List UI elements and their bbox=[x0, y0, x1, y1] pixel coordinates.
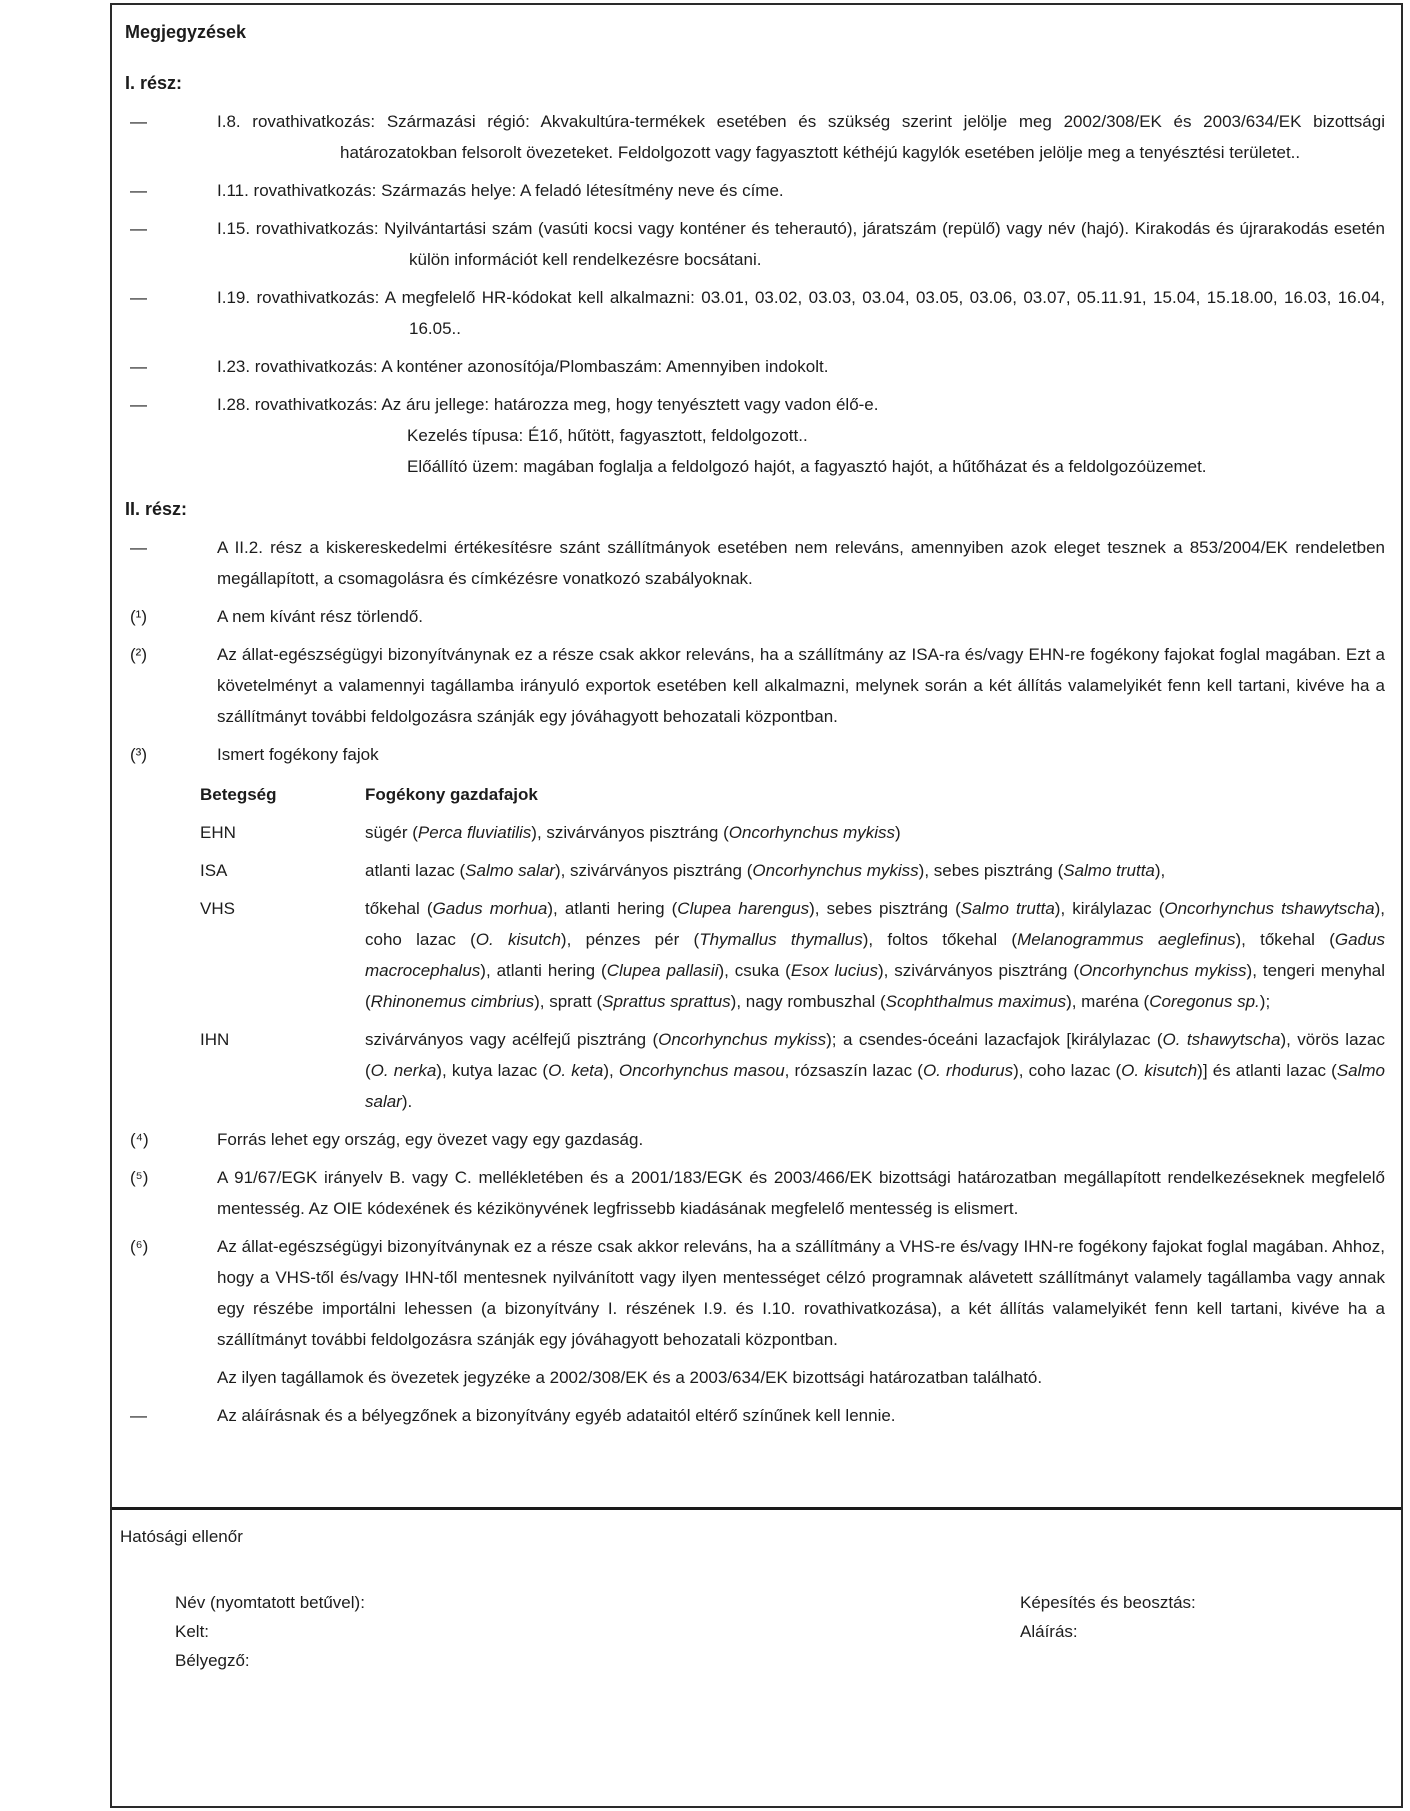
footnote-text: A nem kívánt rész törlendő. bbox=[217, 607, 423, 626]
footnote-text: Forrás lehet egy ország, egy övezet vagy egy gazdaság. bbox=[217, 1130, 644, 1149]
disease-cell: ISA bbox=[200, 861, 228, 880]
signature-label: Aláírás: bbox=[1020, 1622, 1078, 1641]
footnote-marker: (³) bbox=[130, 745, 147, 764]
footnote-marker: (²) bbox=[130, 645, 147, 664]
note-text: A II.2. rész a kiskereskedelmi értékesítésre szánt szállítmányok esetében nem releváns, amennyiben azok eleget tesznek a 853/2004/EK rendeletben megállapított, a csomagolásra és címkézésre vonatkozó szabályoknak. bbox=[217, 538, 1385, 588]
table-row bbox=[200, 1024, 1385, 1117]
hosts-cell: tőkehal (Gadus morhua), atlanti hering (Clupea harengus), sebes pisztráng (Salmo trutta), királylazac (Oncorhynchus tshawytscha), coho lazac (O. kisutch), pénzes pér (Thymallus thymallus), foltos tőkehal (Melanogrammus aeglefinus), tőkehal (Gadus macrocephalus), atlanti hering (Clupea pallasii), csuka (Esox lucius), szivárványos pisztráng (Oncorhynchus mykiss), tengeri menyhal (Rhinonemus cimbrius), spratt (Sprattus sprattus), nagy rombuszhal (Scophthalmus maximus), maréna (Coregonus sp.); bbox=[365, 899, 1386, 1011]
disease-cell: IHN bbox=[200, 1030, 230, 1049]
empty-cell bbox=[1020, 1646, 1385, 1675]
footnote-text: Ismert fogékony fajok bbox=[217, 745, 379, 764]
note-item bbox=[122, 351, 1385, 382]
note-text: I.8. rovathivatkozás: Származási régió: Akvakultúra-termékek esetében és szükség szerint jelölje meg 2002/308/EK és 2003/634/EK bizottsági határozatokban felsorolt övezeteket. Feldolgozott vagy fagyasztott kéthéjú kagylók esetében jelölje meg a tenyésztési területet.. bbox=[217, 112, 1385, 162]
qualification-label: Képesítés és beosztás: bbox=[1020, 1593, 1196, 1612]
note-marker: — bbox=[130, 181, 147, 200]
note-item bbox=[122, 1400, 1385, 1431]
note-item bbox=[122, 282, 1385, 344]
footnote-item bbox=[122, 739, 1385, 770]
note-marker: — bbox=[130, 112, 147, 131]
footnote-marker: (⁴) bbox=[130, 1130, 149, 1149]
footnote-item bbox=[122, 1124, 1385, 1155]
note-marker: — bbox=[130, 1406, 147, 1425]
note-text: I.11. rovathivatkozás: Származás helye: A feladó létesítmény neve és címe. bbox=[217, 181, 784, 200]
part1-heading: I. rész: bbox=[125, 73, 183, 93]
note-item bbox=[122, 175, 1385, 206]
note-text: I.15. rovathivatkozás: Nyilvántartási szám (vasúti kocsi vagy konténer és teherautó), járatszám (repülő) vagy név (hajó). Kirakodás és újrarakodás esetén külön információt kell rendelkezésre bocsátani. bbox=[217, 219, 1385, 269]
footnote-item bbox=[122, 1231, 1385, 1355]
footnote-marker: (⁵) bbox=[130, 1168, 149, 1187]
table-row bbox=[200, 855, 1385, 886]
note-text: Az aláírásnak és a bélyegzőnek a bizonyítvány egyéb adataitól eltérő színűnek kell lennie. bbox=[217, 1406, 896, 1425]
footnote-text: Az állat-egészségügyi bizonyítványnak ez a része csak akkor releváns, ha a szállítmány az ISA-ra és/vagy EHN-re fogékony fajokat foglal magában. Ezt a követelményt a valamennyi tagállamba irányuló exportok esetében kell alkalmazni, melynek során a két állítás valamelyikét fenn kell tartani, kivéve ha a szállítmányt további feldolgozásra szánják egy jóváhagyott behozatali központban. bbox=[217, 645, 1385, 726]
officer-section-heading: Hatósági ellenőr bbox=[120, 1527, 243, 1546]
name-label: Név (nyomtatott betűvel): bbox=[175, 1593, 365, 1612]
table-row bbox=[200, 893, 1385, 1017]
footnote-marker: (¹) bbox=[130, 607, 147, 626]
footnote-extra-paragraph: Az ilyen tagállamok és övezetek jegyzéke a 2002/308/EK és a 2003/634/EK bizottsági határozatban található. bbox=[217, 1368, 1043, 1387]
notes-section bbox=[112, 5, 1401, 1507]
disease-table bbox=[200, 779, 1385, 1117]
footnote-text: Az állat-egészségügyi bizonyítványnak ez a része csak akkor releváns, ha a szállítmány a VHS-re és/vagy IHN-re fogékony fajokat foglal magában. Ahhoz, hogy a VHS-től és/vagy IHN-től mentesnek nyilvánított vagy ilyen mentességet célzó programnak alávetett szállítmányt valamely tagállamba vagy annak egy részébe importálni lehessen (a bizonyítvány I. részének I.9. és I.10. rovathivatkozása), a két állítás valamelyikét fenn kell tartani, kivéve ha a szállítmányt további feldolgozásra szánják egy jóváhagyott behozatali központban. bbox=[217, 1237, 1385, 1349]
page-title: Megjegyzések bbox=[125, 22, 247, 42]
note-marker: — bbox=[130, 395, 147, 414]
footnote-marker: (⁶) bbox=[130, 1237, 149, 1256]
document-frame bbox=[110, 3, 1403, 1808]
note-subline: Kezelés típusa: É1ő, hűtött, fagyasztott, feldolgozott.. bbox=[407, 426, 808, 445]
disease-cell: VHS bbox=[200, 899, 235, 918]
table-header-hosts: Fogékony gazdafajok bbox=[365, 785, 538, 804]
stamp-label: Bélyegző: bbox=[175, 1651, 250, 1670]
officer-fields bbox=[120, 1588, 1385, 1675]
footnote-item bbox=[122, 1162, 1385, 1224]
note-item bbox=[122, 106, 1385, 168]
hosts-cell: szivárványos vagy acélfejű pisztráng (Oncorhynchus mykiss); a csendes-óceáni lazacfajok [királylazac (O. tshawytscha), vörös lazac (O. nerka), kutya lazac (O. keta), Oncorhynchus masou, rózsaszín lazac (O. rhodurus), coho lazac (O. kisutch)] és atlanti lazac (Salmo salar). bbox=[365, 1030, 1385, 1111]
note-text-main: I.28. rovathivatkozás: Az áru jellege: határozza meg, hogy tenyésztett vagy vadon élő-e. bbox=[217, 395, 879, 414]
disease-cell: EHN bbox=[200, 823, 236, 842]
footnote-item bbox=[122, 601, 1385, 632]
note-marker: — bbox=[130, 219, 147, 238]
table-header-row bbox=[200, 779, 1385, 810]
table-header-disease: Betegség bbox=[200, 785, 277, 804]
note-item bbox=[122, 213, 1385, 275]
hosts-cell: sügér (Perca fluviatilis), szivárványos pisztráng (Oncorhynchus mykiss) bbox=[365, 823, 901, 842]
note-item bbox=[122, 532, 1385, 594]
note-text: I.23. rovathivatkozás: A konténer azonosítója/Plombaszám: Amennyiben indokolt. bbox=[217, 357, 829, 376]
table-row bbox=[200, 817, 1385, 848]
note-marker: — bbox=[130, 538, 147, 557]
note-text bbox=[217, 389, 1385, 482]
officer-section bbox=[112, 1507, 1401, 1806]
note-marker: — bbox=[130, 357, 147, 376]
note-subline: Előállító üzem: magában foglalja a feldolgozó hajót, a fagyasztó hajót, a hűtőházat és a feldolgozóüzemet. bbox=[407, 457, 1207, 476]
note-text: I.19. rovathivatkozás: A megfelelő HR-kódokat kell alkalmazni: 03.01, 03.02, 03.03, 03.04, 03.05, 03.06, 03.07, 05.11.91, 15.04, 15.18.00, 16.03, 16.04, 16.05.. bbox=[217, 288, 1385, 338]
note-marker: — bbox=[130, 288, 147, 307]
hosts-cell: atlanti lazac (Salmo salar), szivárványos pisztráng (Oncorhynchus mykiss), sebes pisztráng (Salmo trutta), bbox=[365, 861, 1166, 880]
footnote-item bbox=[122, 639, 1385, 732]
part2-heading: II. rész: bbox=[125, 499, 188, 519]
note-item bbox=[122, 389, 1385, 482]
date-label: Kelt: bbox=[175, 1622, 210, 1641]
footnote-text: A 91/67/EGK irányelv B. vagy C. mellékletében és a 2001/183/EGK és 2003/466/EK bizottsági határozatban megállapított rendelkezéseknek megfelelő mentesség. Az OIE kódexének és kézikönyvének legfrissebb kiadásának megfelelő mentesség is elismert. bbox=[217, 1168, 1385, 1218]
